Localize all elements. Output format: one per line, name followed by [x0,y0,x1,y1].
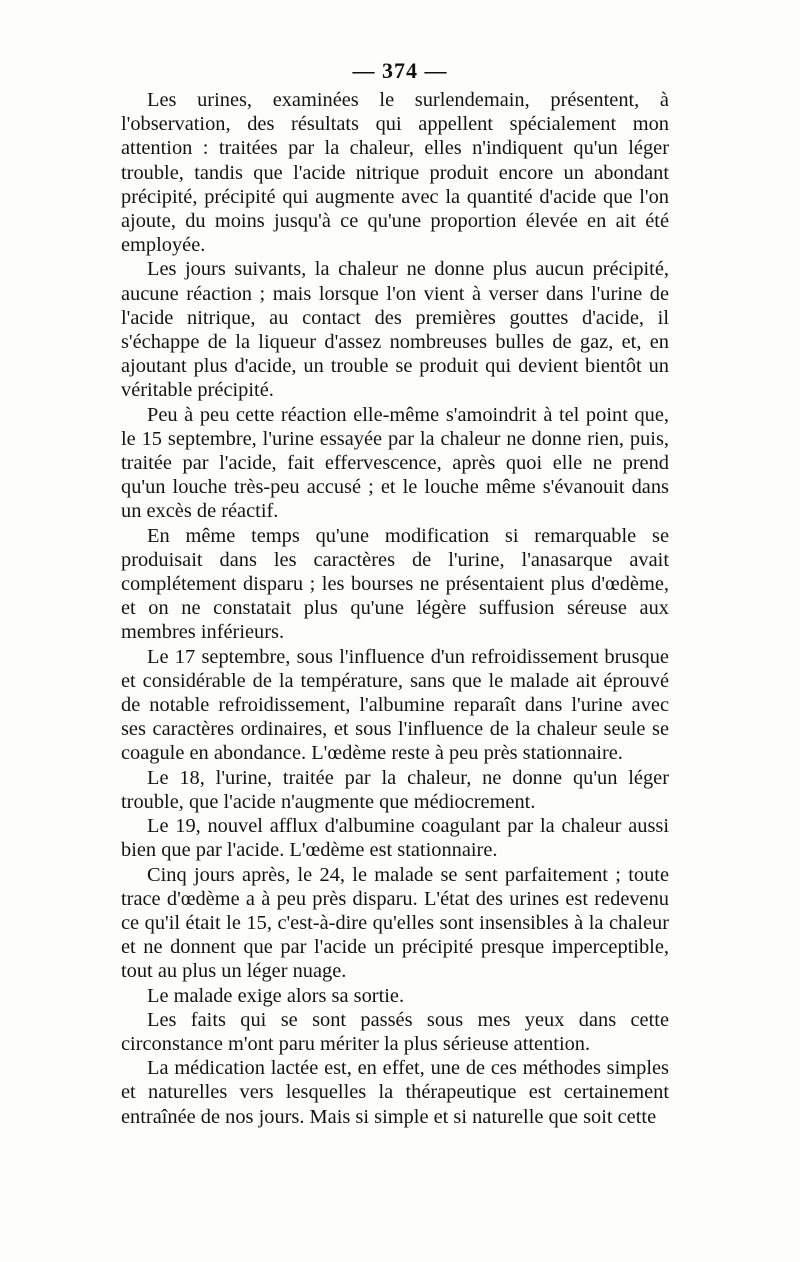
paragraph-urine-examination: Les urines, examinées le surlendemain, présentent, à l'observation, des résultats qui appellent spécialement mon attention : traitées par la chaleur, elles n'indiquent qu'un léger trouble, tandis que l'acide nitrique produit encore un abondant précipité, précipité qui augmente avec la quantité d'acide que l'on ajoute, du moins jusqu'à ce qu'une proportion élevée en ait été employée. [121,89,669,257]
paragraph-milk-medication: La médication lactée est, en effet, une de ces méthodes simples et naturelles vers lesquelles la thérapeutique est certainement entraînée de nos jours. Mais si simple et si naturelle que soit cette [121,1057,669,1128]
body-text [121,88,669,1129]
paragraph-facts-attention: Les faits qui se sont passés sous mes yeux dans cette circonstance m'ont paru mériter la plus sérieuse attention. [121,1008,669,1055]
paragraph-18-september: Le 18, l'urine, traitée par la chaleur, ne donne qu'un léger trouble, que l'acide n'augmente que médiocrement. [121,766,669,813]
paragraph-17-september: Le 17 septembre, sous l'influence d'un refroidissement brusque et considérable de la température, sans que le malade ait éprouvé de notable refroidissement, l'albumine reparaît dans l'urine avec ses caractères ordinaires, et sous l'influence de la chaleur seule se coagule en abondance. L'œdème reste à peu près stationnaire. [121,645,669,765]
paragraph-patient-leaves: Le malade exige alors sa sortie. [147,984,405,1007]
paragraph-reaction-diminishes: Peu à peu cette réaction elle-même s'amoindrit à tel point que, le 15 septembre, l'urine essayée par la chaleur ne donne rien, puis, traitée par l'acide, fait effervescence, après quoi elle ne prend qu'un louche très-peu accusé ; et le louche même s'évanouit dans un excès de réactif. [121,403,669,523]
paragraph-19-september: Le 19, nouvel afflux d'albumine coagulant par la chaleur aussi bien que par l'acide. L'œdème est stationnaire. [121,815,669,862]
paragraph-anasarca-disappears: En même temps qu'une modification si remarquable se produisait dans les caractères de l'urine, l'anasarque avait complétement disparu ; les bourses ne présentaient plus d'œdème, et on ne constatait plus qu'une légère suffusion séreuse aux membres inférieurs. [121,524,669,644]
page-number: — 374 — [352,58,448,83]
paragraph-five-days-later: Cinq jours après, le 24, le malade se sent parfaitement ; toute trace d'œdème a à peu près disparu. L'état des urines est redevenu ce qu'il était le 15, c'est-à-dire qu'elles sont insensibles à la chaleur et ne donnent que par l'acide un précipité presque imperceptible, tout au plus un léger nuage. [121,863,669,983]
paragraph-following-days: Les jours suivants, la chaleur ne donne plus aucun précipité, aucune réaction ; mais lorsque l'on vient à verser dans l'urine de l'acide nitrique, au contact des premières gouttes d'acide, il s'échappe de la liqueur d'assez nombreuses bulles de gaz, et, en ajoutant plus d'acide, un trouble se produit qui devient bientôt un véritable précipité. [121,258,669,402]
